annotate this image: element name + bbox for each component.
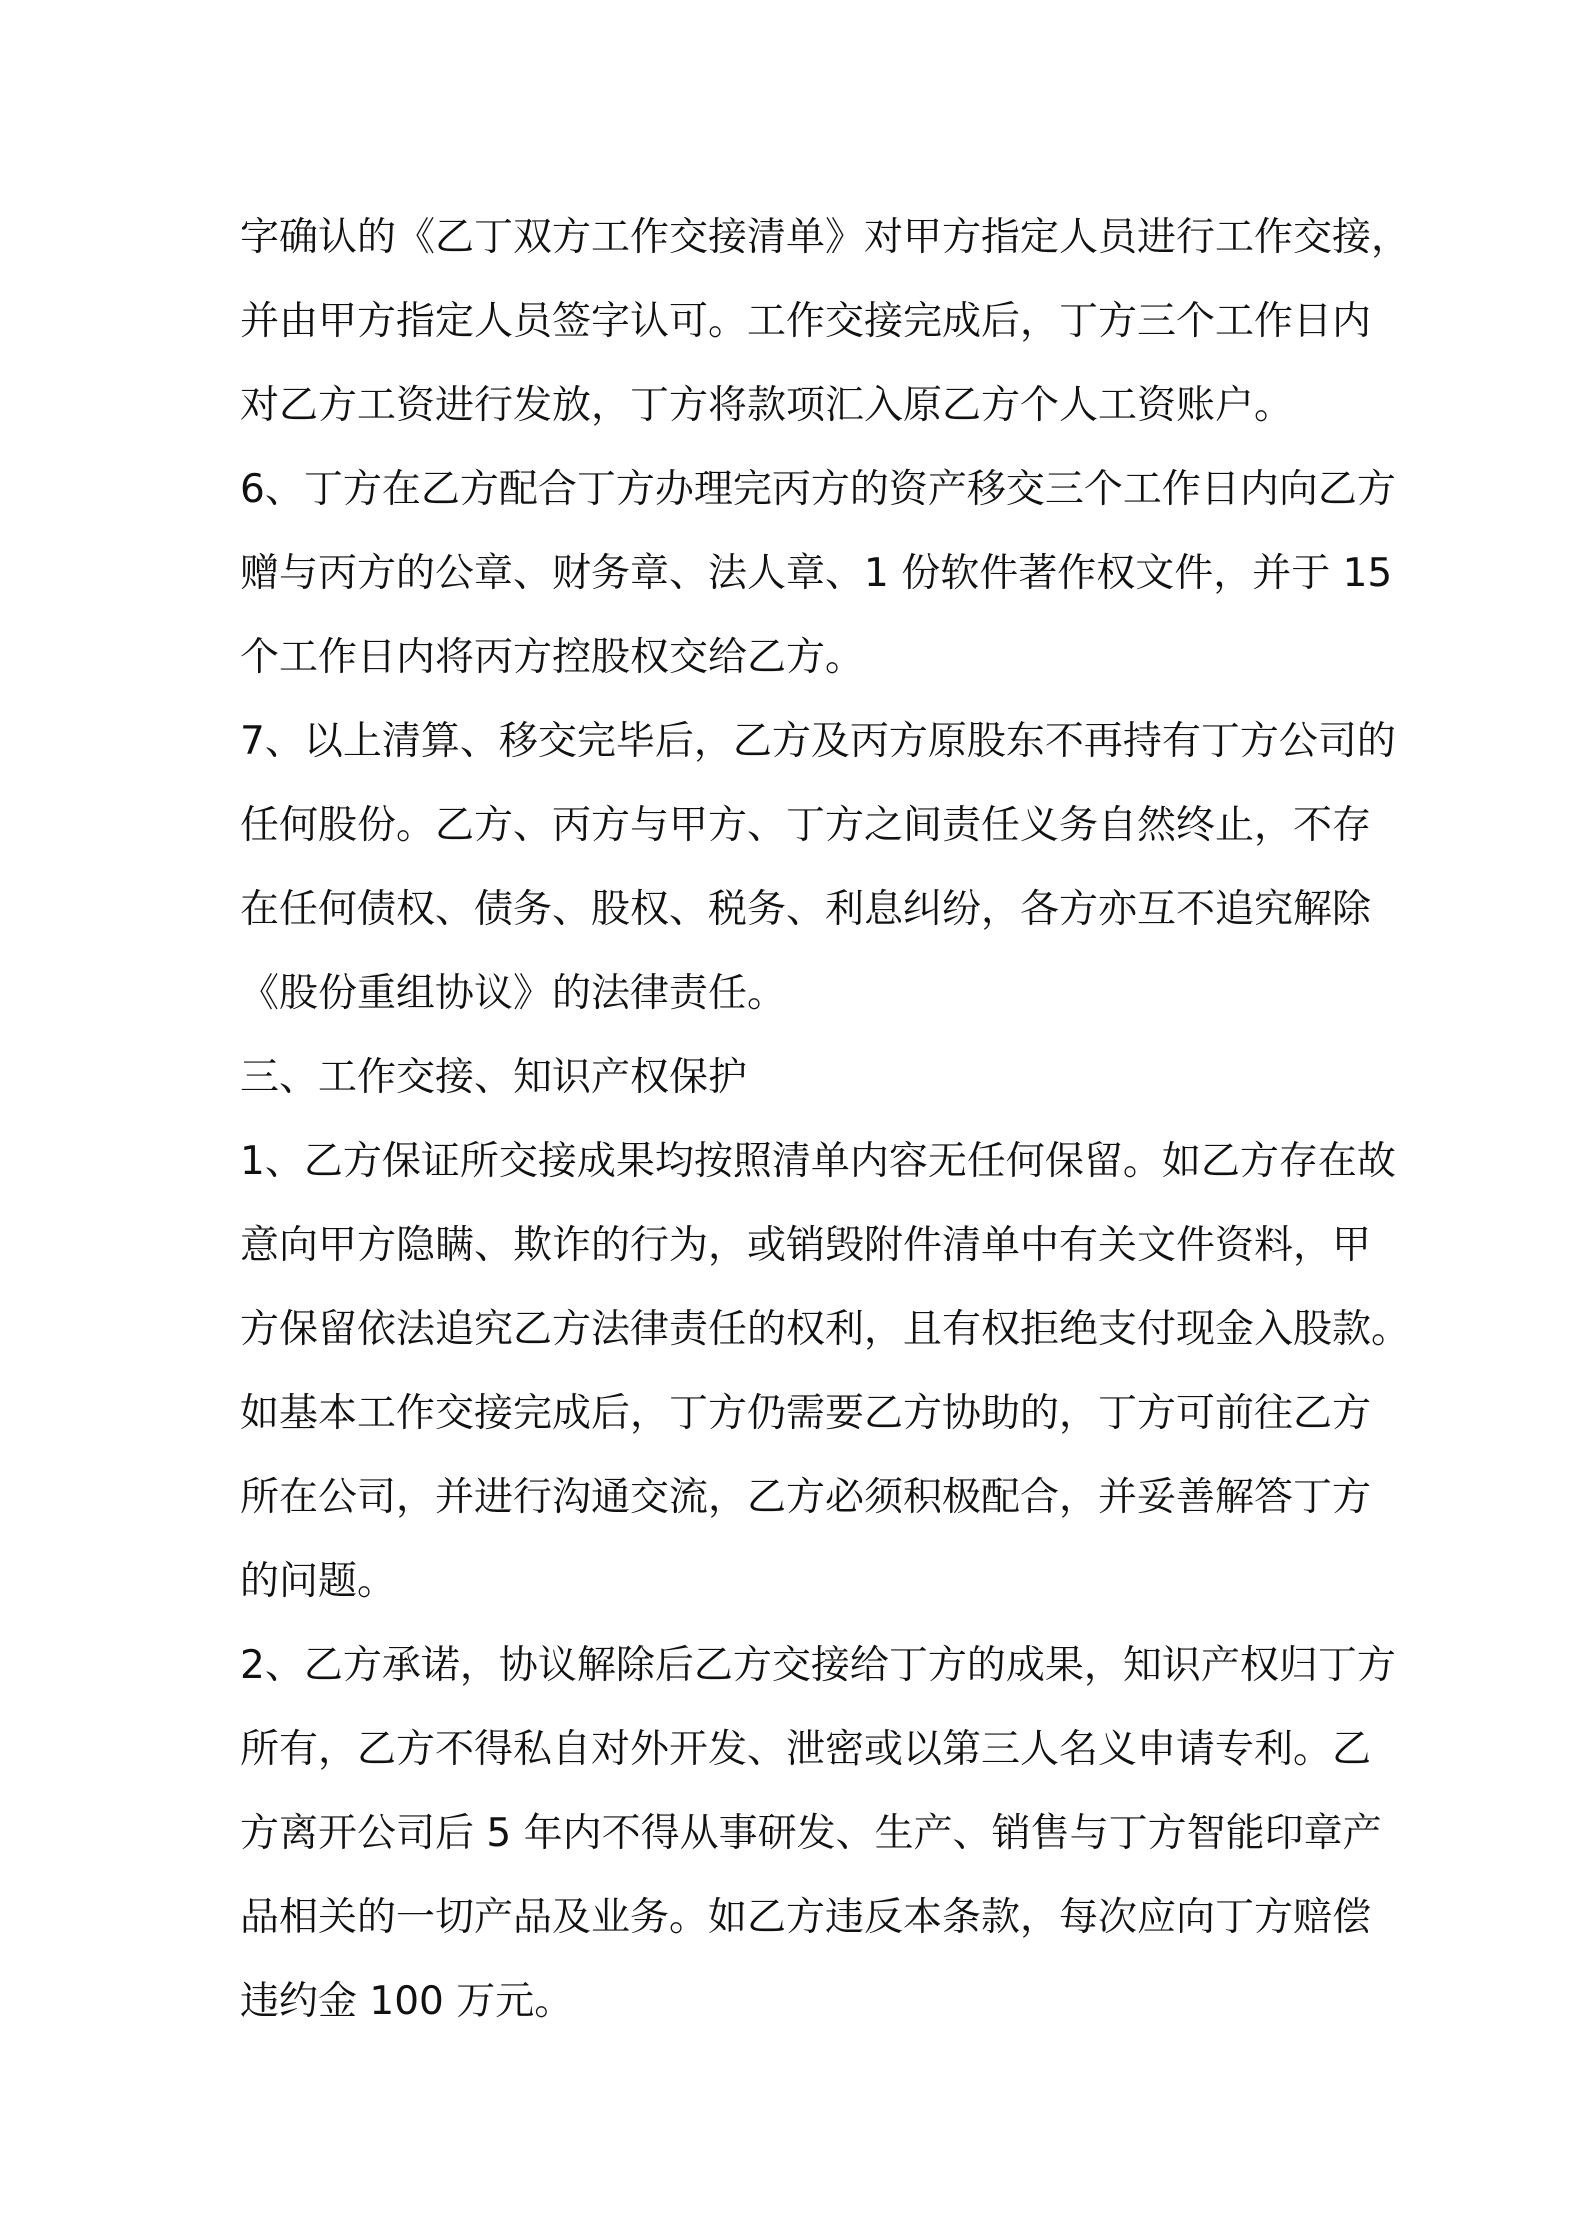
text-line: 意向甲方隐瞒、欺诈的行为，或销毁附件清单中有关文件资料，甲 <box>240 1223 1372 1268</box>
text-line: 对乙方工资进行发放，丁方将款项汇入原乙方个人工资账户。 <box>240 383 1294 428</box>
text-line: 所有，乙方不得私自对外开发、泄密或以第三人名义申请专利。乙 <box>240 1727 1372 1772</box>
document-body <box>240 196 1411 2044</box>
text-line: 1、乙方保证所交接成果均按照清单内容无任何保留。如乙方存在故 <box>240 1139 1396 1184</box>
text-line: 的问题。 <box>240 1559 397 1604</box>
section-heading: 三、工作交接、知识产权保护 <box>240 1055 748 1100</box>
text-line: 字确认的《乙丁双方工作交接清单》对甲方指定人员进行工作交接， <box>240 215 1411 260</box>
text-line: 任何股份。乙方、丙方与甲方、丁方之间责任义务自然终止，不存 <box>240 803 1372 848</box>
text-line: 所在公司，并进行沟通交流，乙方必须积极配合，并妥善解答丁方 <box>240 1475 1372 1520</box>
text-line: 方保留依法追究乙方法律责任的权利，且有权拒绝支付现金入股款。 <box>240 1307 1411 1352</box>
text-line: 并由甲方指定人员签字认可。工作交接完成后，丁方三个工作日内 <box>240 299 1372 344</box>
text-line: 2、乙方承诺，协议解除后乙方交接给丁方的成果，知识产权归丁方 <box>240 1643 1396 1688</box>
text-line: 在任何债权、债务、股权、税务、利息纠纷，各方亦互不追究解除 <box>240 887 1372 932</box>
text-line: 个工作日内将丙方控股权交给乙方。 <box>240 635 865 680</box>
text-line: 赠与丙方的公章、财务章、法人章、1 份软件著作权文件，并于 15 <box>240 551 1393 596</box>
text-line: 6、丁方在乙方配合丁方办理完丙方的资产移交三个工作日内向乙方 <box>240 467 1396 512</box>
text-line: 如基本工作交接完成后，丁方仍需要乙方协助的，丁方可前往乙方 <box>240 1391 1372 1436</box>
text-line: 7、以上清算、移交完毕后，乙方及丙方原股东不再持有丁方公司的 <box>240 719 1396 764</box>
text-line: 《股份重组协议》的法律责任。 <box>240 971 787 1016</box>
text-line: 品相关的一切产品及业务。如乙方违反本条款，每次应向丁方赔偿 <box>240 1895 1372 1940</box>
text-line: 违约金 100 万元。 <box>240 1979 574 2024</box>
text-line: 方离开公司后 5 年内不得从事研发、生产、销售与丁方智能印章产 <box>240 1811 1382 1856</box>
